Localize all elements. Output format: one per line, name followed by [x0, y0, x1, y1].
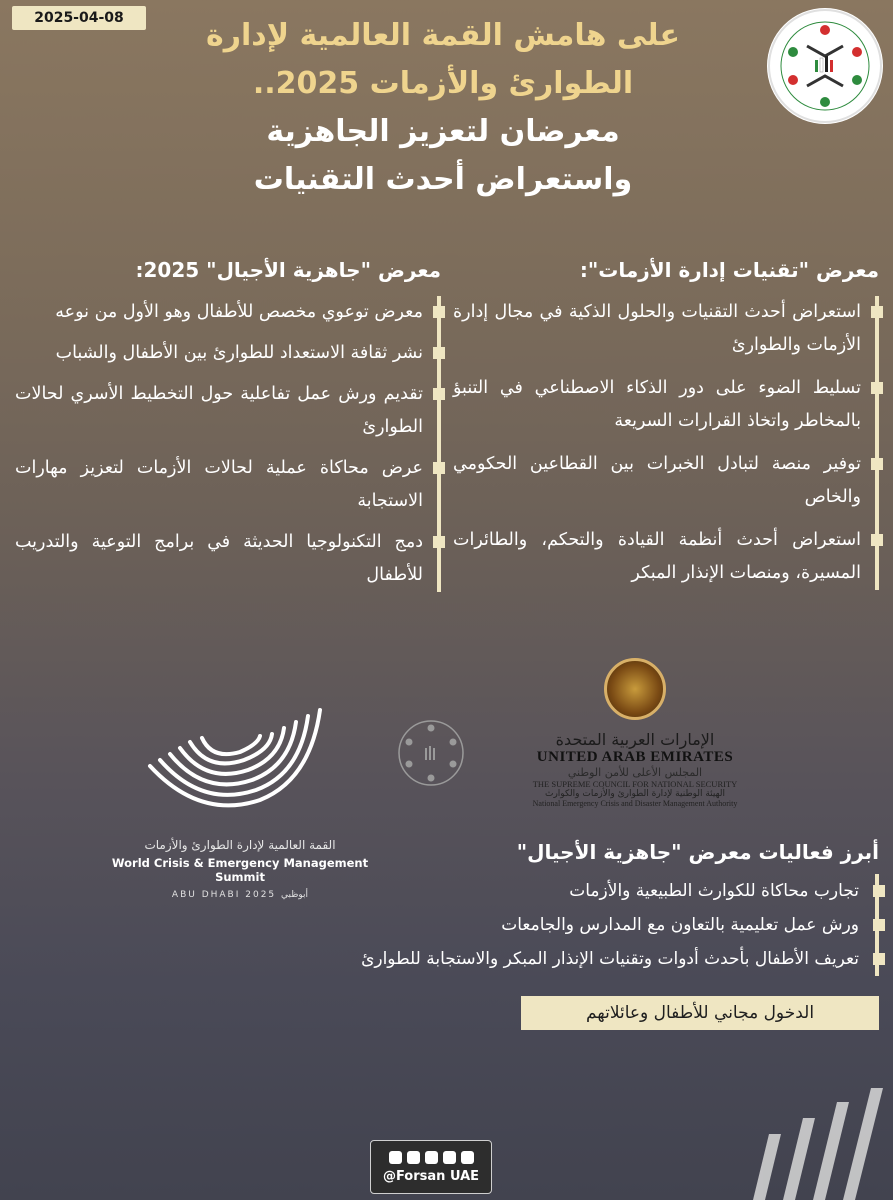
bullet-square-icon [433, 536, 445, 548]
exhibition-tech-section [453, 258, 879, 600]
date-badge: 2025-04-08 [12, 6, 146, 30]
list-item: معرض توعوي مخصص للأطفال وهو الأول من نوعه [15, 296, 431, 329]
social-handle-box[interactable] [370, 1140, 492, 1194]
country-name-en: UNITED ARAB EMIRATES [536, 749, 734, 765]
summit-name [100, 838, 380, 900]
social-handle: @Forsan UAE [382, 1168, 480, 1184]
bullet-square-icon [433, 388, 445, 400]
facebook-icon[interactable] [425, 1151, 438, 1164]
headline-line-2: الطوارئ والأزمات 2025.. [252, 66, 634, 101]
bullet-square-icon [873, 885, 885, 897]
snapchat-icon[interactable] [461, 1151, 474, 1164]
country-name-ar: الإمارات العربية المتحدة [555, 730, 715, 749]
summit-name-ar: القمة العالمية لإدارة الطوارئ والأزمات [144, 838, 336, 852]
headline-line-1: على هامش القمة العالمية لإدارة [206, 18, 680, 53]
list-item: تسليط الضوء على دور الذكاء الاصطناعي في التنبؤ بالمخاطر واتخاذ القرارات السريعة [453, 372, 869, 438]
highlights-list [361, 874, 879, 976]
forsan-logo [767, 8, 883, 124]
bullet-square-icon [871, 382, 883, 394]
exhibition-generations-section [15, 258, 441, 600]
headline-line-3: معرضان لتعزيز الجاهزية [266, 114, 620, 149]
authority-name-en: National Emergency Crisis and Disaster Management Authority [532, 799, 738, 808]
summit-fingerprint-logo [140, 690, 340, 830]
headline [143, 12, 743, 204]
social-icons [389, 1151, 474, 1164]
council-name-en: THE SUPREME COUNCIL FOR NATIONAL SECURITY [532, 779, 738, 789]
headline-line-4: واستعراض أحدث التقنيات [253, 162, 633, 197]
uae-seal-icon [604, 658, 666, 720]
list-item: استعراض أحدث التقنيات والحلول الذكية في مجال إدارة الأزمات والطوارئ [453, 296, 869, 362]
free-entry-banner: الدخول مجاني للأطفال وعائلاتهم [521, 996, 879, 1030]
list-item: استعراض أحدث أنظمة القيادة والتحكم، والطائرات المسيرة، ومنصات الإنذار المبكر [453, 524, 869, 590]
list-item: تعريف الأطفال بأحدث أدوات وتقنيات الإنذار المبكر والاستجابة للطوارئ [439, 942, 869, 976]
council-logo-block [505, 658, 765, 808]
exhibition-generations-title: معرض "جاهزية الأجيال" 2025: [135, 258, 441, 282]
list-item: تجارب محاكاة للكوارث الطبيعية والأزمات [439, 874, 869, 908]
list-item: ورش عمل تعليمية بالتعاون مع المدارس والجامعات [439, 908, 869, 942]
forsan-emblem-icon [396, 718, 466, 788]
highlights-section [361, 840, 879, 976]
youtube-icon[interactable] [389, 1151, 402, 1164]
bullet-square-icon [871, 458, 883, 470]
bullet-square-icon [433, 462, 445, 474]
exhibition-generations-list [15, 296, 441, 592]
bullet-square-icon [873, 953, 885, 965]
bullet-square-icon [871, 534, 883, 546]
summit-name-en: World Crisis & Emergency Management Summit [111, 856, 369, 884]
exhibition-tech-title: معرض "تقنيات إدارة الأزمات": [579, 258, 879, 282]
list-item: عرض محاكاة عملية لحالات الأزمات لتعزيز مهارات الاستجابة [15, 452, 431, 518]
bullet-square-icon [871, 306, 883, 318]
bullet-square-icon [433, 306, 445, 318]
exhibition-tech-list [453, 296, 879, 590]
list-item: توفير منصة لتبادل الخبرات بين القطاعين الحكومي والخاص [453, 448, 869, 514]
highlights-title: أبرز فعاليات معرض "جاهزية الأجيال" [516, 840, 879, 864]
summit-city: ABU DHABI 2025 أبوظبي [171, 890, 309, 900]
bullet-square-icon [873, 919, 885, 931]
list-item: دمج التكنولوجيا الحديثة في برامج التوعية والتدريب للأطفال [15, 526, 431, 592]
council-name-ar: المجلس الأعلى للأمن الوطني [567, 766, 703, 779]
x-icon[interactable] [407, 1151, 420, 1164]
list-item: تقديم ورش عمل تفاعلية حول التخطيط الأسري لحالات الطوارئ [15, 378, 431, 444]
decorative-stripes-icon [733, 1070, 893, 1200]
instagram-icon[interactable] [443, 1151, 456, 1164]
authority-name-ar: الهيئة الوطنية لإدارة الطوارئ والأزمات والكوارث [544, 789, 726, 799]
list-item: نشر ثقافة الاستعداد للطوارئ بين الأطفال والشباب [15, 337, 431, 370]
bullet-square-icon [433, 347, 445, 359]
